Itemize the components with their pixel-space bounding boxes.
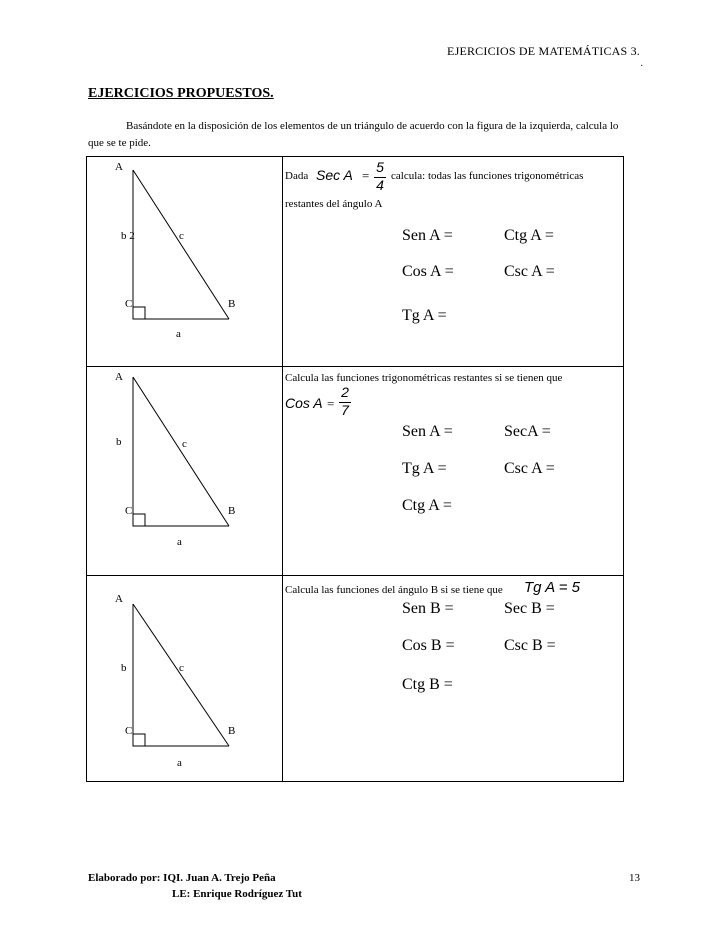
column-divider [282,576,283,781]
side-label-a: a [177,536,182,548]
vertex-label-B: B [228,298,236,310]
fraction-numerator: 5 [376,159,384,175]
equals-sign: = [327,396,335,411]
right-angle-marker [133,514,145,526]
answer-csc-b: Csc B = [504,637,556,654]
side-label-a: a [176,328,181,340]
side-label-c: c [179,662,184,674]
answer-tg-a: Tg A = [402,307,447,324]
triangle-side-c [133,604,229,746]
exercise-row-2 [87,367,623,576]
side-label-a: a [177,757,182,769]
section-title: EJERCICIOS PROPUESTOS. [88,86,274,101]
vertex-label-C: C [125,505,133,517]
prompt-text: Calcula las funciones del ángulo B si se tiene que [285,584,503,596]
fraction-denominator: 4 [376,177,384,193]
triangle-figure-3 [87,576,282,781]
triangle-side-c [133,170,229,319]
vertex-label-B: B [228,505,236,517]
answer-sen-a: Sen A = [402,227,453,244]
answer-cos-b: Cos B = [402,637,455,654]
answer-sec-b: Sec B = [504,600,555,617]
vertex-label-A: A [115,161,123,173]
vertex-label-B: B [228,725,236,737]
side-label-c: c [179,230,184,242]
answer-csc-a: Csc A = [504,263,555,280]
answer-sec-a: SecA = [504,423,551,440]
side-label-b: b [116,436,122,448]
triangle-figure-2 [87,367,282,576]
fraction-denominator: 7 [341,402,349,418]
side-label-b: b [121,662,127,674]
prompt-prefix: Dada [285,170,309,182]
answer-tg-a: Tg A = [402,460,447,477]
footer-author: Elaborado por: IQI. Juan A. Trejo Peña [88,872,276,884]
right-angle-marker [133,734,145,746]
answer-sen-b: Sen B = [402,600,454,617]
triangle-side-c [133,377,229,526]
answer-ctg-a: Ctg A = [402,497,452,514]
vertex-label-A: A [115,371,123,383]
prompt-mid: calcula: todas las funciones trigonométricas [391,170,584,182]
page-number: 13 [629,872,640,884]
vertex-label-C: C [125,725,133,737]
exercises-table [86,156,624,782]
answer-ctg-b: Ctg B = [402,676,453,693]
side-label-b: b 2 [121,230,135,242]
answer-sen-a: Sen A = [402,423,453,440]
intro-paragraph: Basándote en la disposición de los elementos de un triángulo de acuerdo con la figura de la izquierda, calcula lo que se te pide. [88,120,619,149]
prompt-suffix: restantes del ángulo A [285,198,383,210]
given-function: Cos A [285,395,323,411]
header-title: EJERCICIOS DE MATEMÁTICAS 3. [447,44,640,58]
column-divider [282,157,283,366]
vertex-label-A: A [115,593,123,605]
given-function: Sec A [316,167,353,183]
prompt-text: Calcula las funciones trigonométricas restantes si se tienen que [285,372,563,384]
answer-ctg-a: Ctg A = [504,227,554,244]
side-label-c: c [182,438,187,450]
answer-csc-a: Csc A = [504,460,555,477]
header-dot: . [640,58,643,69]
answer-cos-a: Cos A = [402,263,454,280]
exercise-row-3 [87,576,623,781]
vertex-label-C: C [125,298,133,310]
exercise-row-1 [87,157,623,367]
right-angle-marker [133,307,145,319]
given-function: Tg A = 5 [524,579,581,596]
equals-sign: = [362,168,370,183]
fraction-numerator: 2 [341,384,349,400]
column-divider [282,367,283,575]
footer-coauthor: LE: Enrique Rodríguez Tut [172,888,302,900]
triangle-figure-1 [87,157,282,367]
